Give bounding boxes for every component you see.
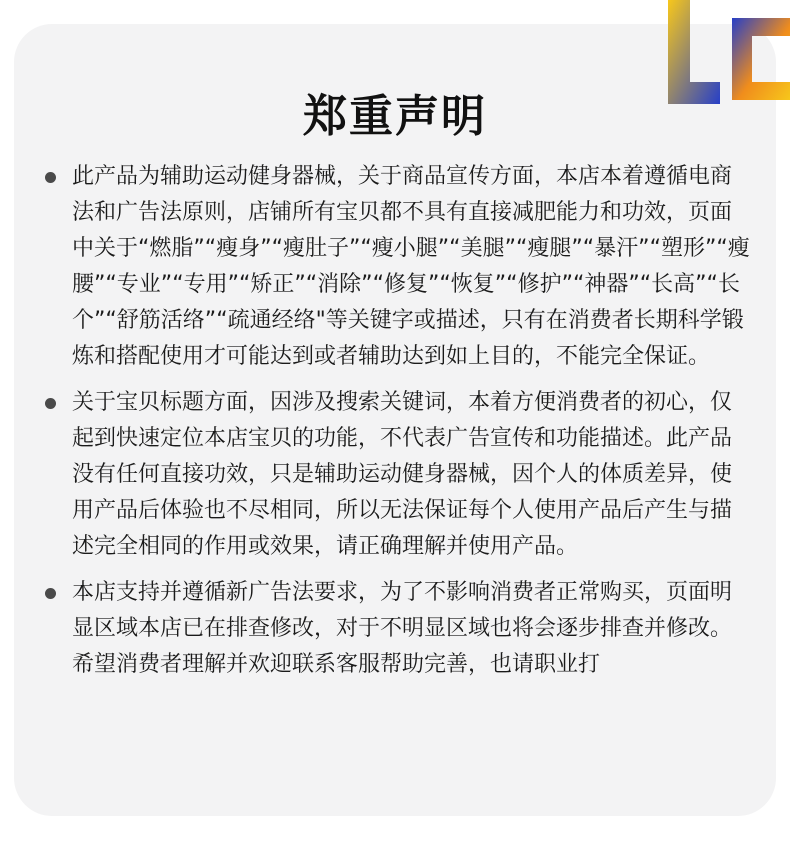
- statement-item: [72, 159, 752, 375]
- bullet-dot: [45, 588, 56, 599]
- bullet-dot: [45, 172, 56, 183]
- statement-item: [72, 575, 752, 683]
- bullet-dot: [45, 398, 56, 409]
- statement-list: [72, 159, 752, 693]
- page-title: 郑重声明: [303, 91, 487, 142]
- statement-item: [72, 385, 752, 565]
- statement-text: 本店支持并遵循新广告法要求，为了不影响消费者正常购买，页面明显区域本店已在排查修改，对于不明显区域也将会逐步排查并修改。希望消费者理解并欢迎联系客服帮助完善，也请职业打: [72, 580, 733, 677]
- statement-text: 关于宝贝标题方面，因涉及搜索关键词，本着方便消费者的初心，仅起到快速定位本店宝贝的功能，不代表广告宣传和功能描述。此产品没有任何直接功效，只是辅助运动健身器械，因个人的体质差异，使用产品后体验也不尽相同，所以无法保证每个人使用产品后产生与描述完全相同的作用或效果，请正确理解并使用产品。: [72, 390, 733, 559]
- statement-text: 此产品为辅助运动健身器械，关于商品宣传方面，本店本着遵循电商法和广告法原则，店铺所有宝贝都不具有直接减肥能力和功效，页面中关于“燃脂”“瘦身”“瘦肚子”“瘦小腿”“美腿”“瘦腿”“暴汗”“塑形”“瘦腰”“专业”“专用”“矫正”“消除”“修复”“恢复”“修护”“神器”“长高”“长个”“舒筋活络”“疏通经络"等关键字或描述，只有在消费者长期科学锻炼和搭配使用才可能达到或者辅助达到如上目的，不能完全保证。: [72, 164, 750, 369]
